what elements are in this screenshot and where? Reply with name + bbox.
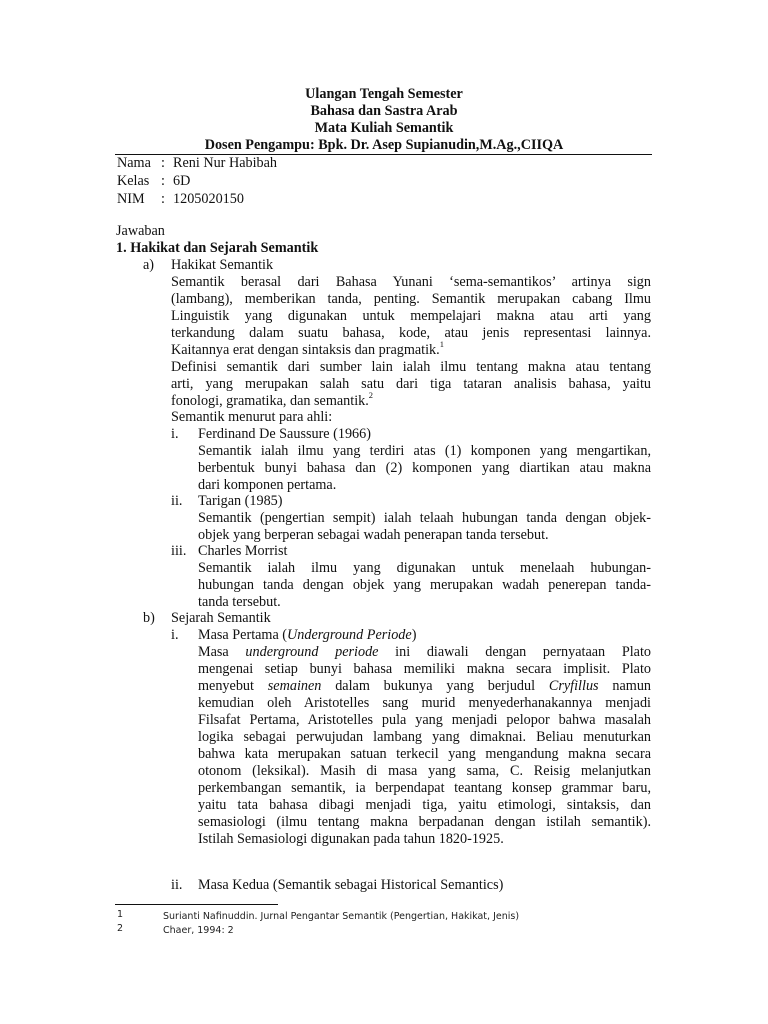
text-line: perkembangan semantik, ia berpendapat teantang konsep grammar baru, xyxy=(198,780,651,796)
expert-2-name: Tarigan (1985) xyxy=(198,493,283,509)
term-underground-periode: underground periode xyxy=(245,644,379,660)
text-line: Linguistik yang digunakan untuk mempelajari makna atau arti yang xyxy=(171,308,651,324)
text-segment: dalam bukunya yang berjudul xyxy=(321,678,549,694)
class-colon: : xyxy=(161,173,165,189)
text-line: semasiologi (ilmu tentang makna berpadanan dengan istilah semantik). xyxy=(198,814,651,830)
name-label: Nama xyxy=(117,155,151,171)
expert-1-marker: i. xyxy=(171,426,179,442)
footnote-1-text: Surianti Nafinuddin. Jurnal Pengantar Semantik (Pengertian, Hakikat, Jenis) xyxy=(163,911,520,922)
section-1-title: 1. Hakikat dan Sejarah Semantik xyxy=(116,240,319,256)
sub-a-marker: a) xyxy=(143,257,155,273)
footnote-2-text: Chaer, 1994: 2 xyxy=(163,925,234,936)
text-line: Definisi semantik dari sumber lain ialah ilmu tentang makna atau tentang xyxy=(171,359,651,375)
text-segment: menyebut xyxy=(198,678,268,694)
period-1-marker: i. xyxy=(171,627,179,643)
text-line: tanda tersebut. xyxy=(198,594,281,610)
period-1-text xyxy=(198,644,651,848)
period-1-title-text: Masa Pertama ( xyxy=(198,627,288,643)
identity-row-name xyxy=(117,154,277,172)
text-line: berbentuk bunyi bahasa dan (2) komponen yang diartikan atau makna xyxy=(198,460,651,476)
sub-b-marker: b) xyxy=(143,610,155,626)
text-line: objek yang berperan sebagai wadah penerapan tanda tersebut. xyxy=(198,527,549,543)
text-line: mengenai setiap bunyi bahasa memiliki makna secara implisit. Plato xyxy=(198,661,651,677)
nim-label: NIM xyxy=(117,191,145,207)
footnote-ref: 2 xyxy=(368,390,374,401)
class-label: Kelas xyxy=(117,173,150,189)
text-line: Semantik ialah ilmu yang digunakan untuk menelaah hubungan- xyxy=(198,560,651,576)
header-title: Ulangan Tengah Semester xyxy=(305,86,463,102)
footnote-2-number: 2 xyxy=(117,923,124,934)
name-colon: : xyxy=(161,155,165,171)
text-line xyxy=(171,390,651,410)
text-line: Semantik berasal dari Bahasa Yunani ‘sema-semantikos’ artinya sign xyxy=(171,274,651,290)
identity-row-nim xyxy=(117,190,277,208)
text-line: hubungan tanda dengan objek yang merupakan wadah penerepan tanda- xyxy=(198,577,651,593)
sub-a-title: Hakikat Semantik xyxy=(171,257,274,273)
text-line xyxy=(198,678,651,695)
expert-3-text xyxy=(198,560,651,611)
student-identity xyxy=(117,154,277,208)
footnote-1-number: 1 xyxy=(117,909,124,920)
expert-1-name: Ferdinand De Saussure (1966) xyxy=(198,426,371,442)
expert-3-name: Charles Morrist xyxy=(198,543,288,559)
text-line-content: Kaitannya erat dengan sintaksis dan pragmatik. xyxy=(171,342,440,358)
hakikat-paragraph-1 xyxy=(171,274,651,359)
text-line: Semantik (pengertian sempit) ialah telaah hubungan tanda dengan objek- xyxy=(198,510,651,526)
period-1-title-italic: Underground Periode xyxy=(287,627,412,643)
text-line-content: fonologi, gramatika, dan semantik. xyxy=(171,393,369,409)
period-2-title: Masa Kedua (Semantik sebagai Historical Semantics) xyxy=(198,877,504,893)
header-program: Bahasa dan Sastra Arab xyxy=(310,103,458,119)
period-1-title xyxy=(198,627,416,644)
name-value: Reni Nur Habibah xyxy=(173,155,278,171)
period-1-title-close: ) xyxy=(411,627,417,643)
answer-label: Jawaban xyxy=(116,223,165,239)
text-line: kemudian oleh Aristotelles sang murid menyederhanakannya menjadi xyxy=(198,695,651,711)
expert-2-marker: ii. xyxy=(171,493,183,509)
term-semainen: semainen xyxy=(267,678,322,694)
header-lecturer: Dosen Pengampu: Bpk. Dr. Asep Supianudin,M.Ag.,CIIQA xyxy=(204,137,564,153)
text-line: Filsafat Pertama, Aristotelles pula yang menjadi pelopor bahwa masalah xyxy=(198,712,651,728)
text-segment: namun xyxy=(598,678,652,694)
identity-row-class xyxy=(117,172,277,190)
period-2-marker: ii. xyxy=(171,877,183,893)
text-line: Semantik ialah ilmu yang terdiri atas (1) komponen yang mengartikan, xyxy=(198,443,651,459)
footnote-ref: 1 xyxy=(439,339,444,350)
text-line: bahwa kata merupakan satuan terkecil yang mengandung makna secara xyxy=(198,746,651,762)
text-line xyxy=(198,644,651,661)
footnote-separator xyxy=(115,904,278,905)
text-line: dari komponen pertama. xyxy=(198,477,337,493)
text-segment: ini diawali dengan pernyataan Plato xyxy=(378,644,651,660)
header-course: Mata Kuliah Semantik xyxy=(314,120,454,136)
class-value: 6D xyxy=(173,173,191,189)
term-cryfillus: Cryfillus xyxy=(548,678,599,694)
expert-3-marker: iii. xyxy=(171,543,187,559)
text-line: Istilah Semasiologi digunakan pada tahun 1820-1925. xyxy=(198,831,504,847)
text-line: otonom (leksikal). Masih di masa yang sama, C. Reisig melanjutkan xyxy=(198,763,651,779)
text-line: (lambang), memberikan tanda, penting. Semantik merupakan cabang Ilmu xyxy=(171,291,651,307)
text-line: logika sebagai perwujudan lambang yang dimaknai. Beliau menuturkan xyxy=(198,729,651,745)
experts-intro: Semantik menurut para ahli: xyxy=(171,409,333,425)
text-segment: Masa xyxy=(198,644,246,660)
text-line: yaitu tata bahasa dibagi menjadi tiga, yaitu etimologi, sintaksis, dan xyxy=(198,797,651,813)
text-line xyxy=(171,339,651,359)
text-line: terkandung dalam suatu bahasa, kode, atau jenis representasi lainnya. xyxy=(171,325,651,341)
text-line: arti, yang merupakan salah satu dari tiga tataran analisis bahasa, yaitu xyxy=(171,376,651,392)
nim-colon: : xyxy=(161,191,165,207)
sub-b-title: Sejarah Semantik xyxy=(171,610,271,626)
document-header xyxy=(0,86,768,154)
hakikat-paragraph-2 xyxy=(171,359,651,410)
expert-2-text xyxy=(198,510,651,544)
expert-1-text xyxy=(198,443,651,494)
nim-value: 1205020150 xyxy=(173,191,244,207)
